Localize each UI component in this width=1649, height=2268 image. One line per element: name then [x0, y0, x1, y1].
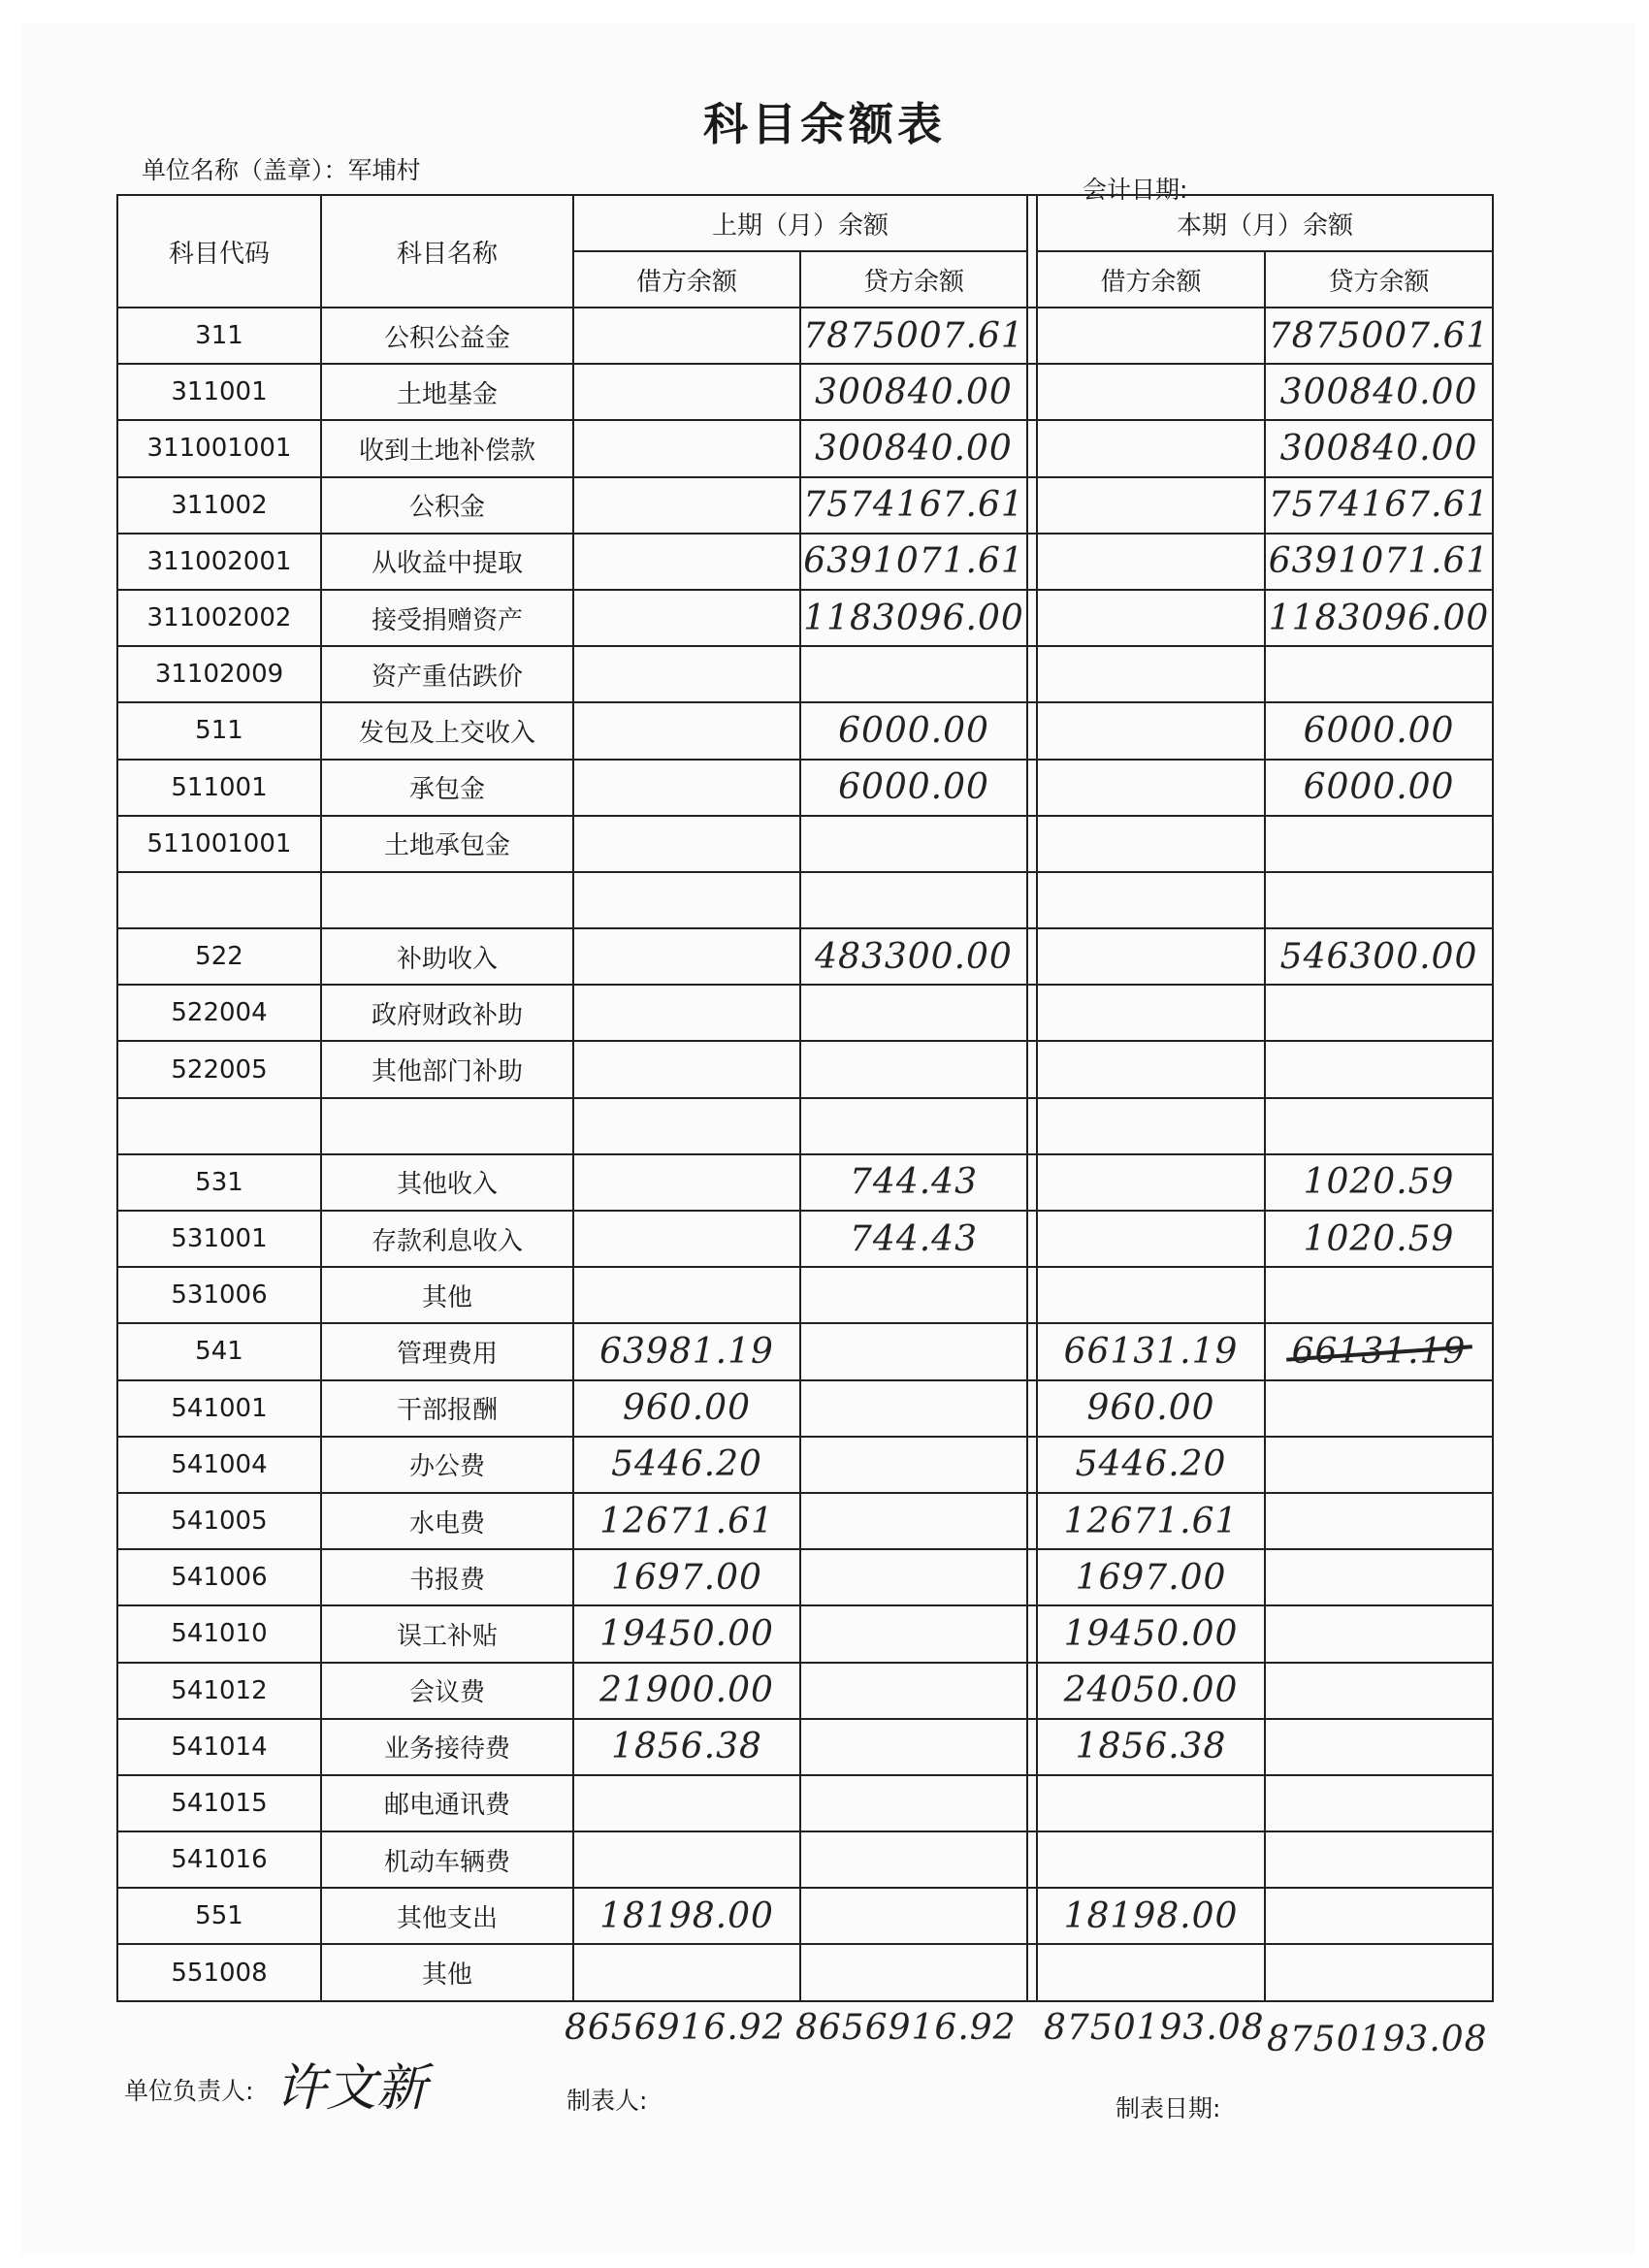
table-row — [117, 1605, 1493, 1662]
cell-account-name: 政府财政补助 — [321, 985, 573, 1041]
column-separator — [1027, 477, 1037, 534]
cell-account-name: 土地基金 — [321, 364, 573, 420]
cell-curr-debit — [1037, 702, 1265, 759]
table-row — [117, 1267, 1493, 1323]
cell-curr-debit — [1037, 590, 1265, 646]
unit-name-label: 单位名称（盖章）：军埔村 — [142, 156, 421, 184]
cell-account-name: 资产重估跌价 — [321, 646, 573, 702]
column-separator — [1027, 928, 1037, 985]
column-separator — [1027, 364, 1037, 420]
cell-account-code: 541015 — [117, 1775, 321, 1831]
cell-prev-credit: 1183096.00 — [800, 590, 1027, 646]
cell-account-name: 公积金 — [321, 477, 573, 534]
table-row — [117, 308, 1493, 364]
cell-prev-debit — [573, 534, 800, 590]
cell-prev-credit — [800, 985, 1027, 1041]
cell-account-code: 311 — [117, 308, 321, 364]
cell-curr-debit: 5446.20 — [1037, 1437, 1265, 1493]
cell-account-name: 存款利息收入 — [321, 1211, 573, 1267]
table-row — [117, 1944, 1493, 2000]
total-prev-credit: 8656916.92 — [795, 2008, 1017, 2048]
cell-curr-credit — [1265, 1041, 1493, 1097]
cell-prev-debit — [573, 308, 800, 364]
cell-prev-debit — [573, 420, 800, 476]
balance-table — [116, 194, 1494, 2002]
cell-prev-debit: 21900.00 — [573, 1663, 800, 1719]
cell-account-code: 541 — [117, 1323, 321, 1379]
cell-account-name: 补助收入 — [321, 928, 573, 985]
header-prev-period: 上期（月）余额 — [573, 195, 1027, 251]
column-separator — [1027, 872, 1037, 928]
cell-curr-debit — [1037, 872, 1265, 928]
column-separator — [1027, 1719, 1037, 1775]
cell-curr-credit — [1265, 1719, 1493, 1775]
cell-curr-debit: 12671.61 — [1037, 1493, 1265, 1549]
cell-curr-credit — [1265, 1493, 1493, 1549]
cell-prev-credit — [800, 1775, 1027, 1831]
column-separator — [1027, 1831, 1037, 1888]
cell-curr-credit: 1020.59 — [1265, 1211, 1493, 1267]
column-separator — [1027, 1211, 1037, 1267]
header-curr-period: 本期（月）余额 — [1037, 195, 1493, 251]
cell-prev-debit — [573, 1267, 800, 1323]
cell-curr-credit — [1265, 985, 1493, 1041]
column-separator — [1027, 1437, 1037, 1493]
cell-prev-debit: 18198.00 — [573, 1888, 800, 1944]
cell-prev-credit — [800, 1323, 1027, 1379]
cell-prev-credit — [800, 1098, 1027, 1154]
table-row — [117, 1663, 1493, 1719]
cell-account-name: 发包及上交收入 — [321, 702, 573, 759]
table-row — [117, 1380, 1493, 1437]
cell-account-code: 311002002 — [117, 590, 321, 646]
cell-account-code: 311002001 — [117, 534, 321, 590]
table-row — [117, 1154, 1493, 1211]
cell-account-code: 531006 — [117, 1267, 321, 1323]
cell-prev-debit — [573, 872, 800, 928]
cell-curr-debit — [1037, 1831, 1265, 1888]
cell-curr-debit — [1037, 646, 1265, 702]
header-account-name: 科目名称 — [321, 195, 573, 308]
column-separator — [1027, 816, 1037, 872]
cell-account-name: 其他收入 — [321, 1154, 573, 1211]
column-separator — [1027, 1323, 1037, 1379]
cell-account-name: 其他 — [321, 1944, 573, 2000]
column-separator — [1027, 308, 1037, 364]
cell-prev-credit — [800, 1549, 1027, 1605]
table-row — [117, 872, 1493, 928]
cell-prev-debit: 960.00 — [573, 1380, 800, 1437]
cell-prev-credit — [800, 1831, 1027, 1888]
cell-prev-debit — [573, 760, 800, 816]
cell-curr-debit — [1037, 420, 1265, 476]
cell-account-name: 误工补贴 — [321, 1605, 573, 1662]
cell-curr-credit — [1265, 1775, 1493, 1831]
cell-account-name: 业务接待费 — [321, 1719, 573, 1775]
table-row — [117, 1437, 1493, 1493]
cell-prev-debit — [573, 928, 800, 985]
table-row — [117, 1493, 1493, 1549]
total-curr-credit: 8750193.08 — [1267, 2020, 1488, 2059]
preparer-label: 制表人: — [566, 2087, 648, 2115]
cell-prev-credit: 6000.00 — [800, 702, 1027, 759]
cell-prev-debit — [573, 364, 800, 420]
cell-account-code: 551008 — [117, 1944, 321, 2000]
header-account-code: 科目代码 — [117, 195, 321, 308]
column-separator — [1027, 985, 1037, 1041]
cell-curr-debit — [1037, 985, 1265, 1041]
cell-account-name: 邮电通讯费 — [321, 1775, 573, 1831]
cell-curr-debit — [1037, 928, 1265, 985]
cell-curr-credit: 300840.00 — [1265, 364, 1493, 420]
cell-account-code — [117, 1098, 321, 1154]
cell-curr-debit: 24050.00 — [1037, 1663, 1265, 1719]
cell-prev-credit: 7574167.61 — [800, 477, 1027, 534]
cell-prev-credit — [800, 1493, 1027, 1549]
cell-prev-credit — [800, 1663, 1027, 1719]
cell-account-name: 书报费 — [321, 1549, 573, 1605]
column-separator — [1027, 1041, 1037, 1097]
column-separator — [1027, 1944, 1037, 2000]
cell-account-name — [321, 1098, 573, 1154]
cell-curr-debit: 66131.19 — [1037, 1323, 1265, 1379]
cell-curr-debit: 960.00 — [1037, 1380, 1265, 1437]
cell-account-code: 531 — [117, 1154, 321, 1211]
cell-account-name: 水电费 — [321, 1493, 573, 1549]
cell-prev-debit — [573, 816, 800, 872]
column-separator — [1027, 1098, 1037, 1154]
table-row — [117, 1041, 1493, 1097]
cell-prev-debit — [573, 1041, 800, 1097]
table-row — [117, 928, 1493, 985]
cell-account-name: 会议费 — [321, 1663, 573, 1719]
cell-account-code: 31102009 — [117, 646, 321, 702]
cell-curr-debit — [1037, 364, 1265, 420]
table-row — [117, 420, 1493, 476]
cell-curr-credit — [1265, 1380, 1493, 1437]
cell-curr-credit — [1265, 1605, 1493, 1662]
cell-prev-credit: 300840.00 — [800, 420, 1027, 476]
cell-prev-credit — [800, 1267, 1027, 1323]
cell-account-name: 管理费用 — [321, 1323, 573, 1379]
cell-account-code — [117, 872, 321, 928]
column-separator — [1027, 1493, 1037, 1549]
cell-prev-debit — [573, 590, 800, 646]
cell-prev-debit: 1856.38 — [573, 1719, 800, 1775]
cell-curr-credit: 6391071.61 — [1265, 534, 1493, 590]
table-body — [117, 308, 1493, 2001]
table-row — [117, 1211, 1493, 1267]
responsible-signature: 许文新 — [275, 2059, 428, 2118]
cell-prev-debit — [573, 1098, 800, 1154]
cell-curr-debit — [1037, 1098, 1265, 1154]
table-row — [117, 816, 1493, 872]
cell-curr-credit — [1265, 1663, 1493, 1719]
total-prev-debit: 8656916.92 — [565, 2008, 786, 2048]
table-row — [117, 702, 1493, 759]
cell-account-name: 收到土地补偿款 — [321, 420, 573, 476]
cell-curr-credit — [1265, 1267, 1493, 1323]
cell-account-code: 541006 — [117, 1549, 321, 1605]
table-row — [117, 477, 1493, 534]
column-separator — [1027, 1775, 1037, 1831]
column-separator — [1027, 1605, 1037, 1662]
column-separator — [1027, 646, 1037, 702]
cell-curr-debit: 1856.38 — [1037, 1719, 1265, 1775]
cell-curr-credit: 300840.00 — [1265, 420, 1493, 476]
cell-account-name — [321, 872, 573, 928]
table-row — [117, 1888, 1493, 1944]
cell-account-code: 541014 — [117, 1719, 321, 1775]
cell-prev-debit — [573, 985, 800, 1041]
cell-curr-debit — [1037, 760, 1265, 816]
cell-account-code: 541016 — [117, 1831, 321, 1888]
cell-prev-debit — [573, 1944, 800, 2000]
cell-prev-credit — [800, 1437, 1027, 1493]
cell-prev-credit: 744.43 — [800, 1211, 1027, 1267]
cell-account-name: 公积公益金 — [321, 308, 573, 364]
cell-prev-debit: 5446.20 — [573, 1437, 800, 1493]
cell-curr-debit: 1697.00 — [1037, 1549, 1265, 1605]
cell-account-code: 522004 — [117, 985, 321, 1041]
cell-prev-debit: 19450.00 — [573, 1605, 800, 1662]
column-separator — [1027, 1267, 1037, 1323]
cell-curr-credit — [1265, 872, 1493, 928]
column-separator — [1027, 420, 1037, 476]
cell-account-code: 541012 — [117, 1663, 321, 1719]
cell-account-code: 541001 — [117, 1380, 321, 1437]
cell-curr-debit — [1037, 1154, 1265, 1211]
header-curr-credit: 贷方余额 — [1265, 251, 1493, 308]
cell-prev-credit — [800, 1944, 1027, 2000]
cell-curr-credit — [1265, 1098, 1493, 1154]
cell-prev-credit — [800, 1888, 1027, 1944]
column-separator — [1027, 1380, 1037, 1437]
table-row — [117, 1549, 1493, 1605]
table-row — [117, 1831, 1493, 1888]
cell-account-code: 522005 — [117, 1041, 321, 1097]
cell-account-code: 541004 — [117, 1437, 321, 1493]
column-separator — [1027, 1663, 1037, 1719]
column-separator — [1027, 1888, 1037, 1944]
cell-curr-credit — [1265, 1323, 1493, 1379]
cell-account-name: 其他 — [321, 1267, 573, 1323]
cell-account-code: 311002 — [117, 477, 321, 534]
cell-curr-credit — [1265, 1944, 1493, 2000]
cell-account-code: 541010 — [117, 1605, 321, 1662]
table-row — [117, 1323, 1493, 1379]
cell-account-code: 511 — [117, 702, 321, 759]
cell-curr-debit — [1037, 1041, 1265, 1097]
table-row — [117, 1719, 1493, 1775]
cell-account-code: 551 — [117, 1888, 321, 1944]
table-row — [117, 985, 1493, 1041]
total-curr-debit: 8750193.08 — [1044, 2008, 1265, 2048]
cell-curr-debit — [1037, 816, 1265, 872]
cell-account-code: 531001 — [117, 1211, 321, 1267]
cell-account-name: 其他部门补助 — [321, 1041, 573, 1097]
column-separator — [1027, 1154, 1037, 1211]
cell-prev-credit: 6391071.61 — [800, 534, 1027, 590]
cell-account-name: 机动车辆费 — [321, 1831, 573, 1888]
cell-prev-debit — [573, 1211, 800, 1267]
cell-account-name: 承包金 — [321, 760, 573, 816]
cell-prev-debit — [573, 702, 800, 759]
cell-prev-debit — [573, 1775, 800, 1831]
cell-curr-credit: 1183096.00 — [1265, 590, 1493, 646]
responsible-label: 单位负责人: — [124, 2077, 254, 2105]
cell-account-code: 541005 — [117, 1493, 321, 1549]
column-separator — [1027, 534, 1037, 590]
cell-account-code: 311001 — [117, 364, 321, 420]
cell-curr-credit: 6000.00 — [1265, 760, 1493, 816]
cell-account-name: 干部报酬 — [321, 1380, 573, 1437]
cell-prev-debit — [573, 477, 800, 534]
page-title: 科目余额表 — [703, 98, 946, 150]
cell-prev-credit — [800, 816, 1027, 872]
cell-account-name: 其他支出 — [321, 1888, 573, 1944]
cell-curr-credit: 546300.00 — [1265, 928, 1493, 985]
cell-prev-credit: 300840.00 — [800, 364, 1027, 420]
cell-curr-credit — [1265, 1888, 1493, 1944]
cell-prev-credit — [800, 1380, 1027, 1437]
column-separator — [1027, 702, 1037, 759]
column-separator — [1027, 1549, 1037, 1605]
cell-prev-debit — [573, 646, 800, 702]
cell-curr-credit — [1265, 1549, 1493, 1605]
column-separator — [1027, 760, 1037, 816]
cell-prev-credit — [800, 872, 1027, 928]
table-row — [117, 590, 1493, 646]
table-row — [117, 1098, 1493, 1154]
prepared-date-label: 制表日期: — [1116, 2094, 1221, 2122]
cell-account-code: 511001001 — [117, 816, 321, 872]
cell-curr-debit — [1037, 477, 1265, 534]
cell-curr-credit: 6000.00 — [1265, 702, 1493, 759]
cell-prev-credit: 7875007.61 — [800, 308, 1027, 364]
accounting-date-label: 会计日期: — [1083, 176, 1188, 204]
cell-account-name: 从收益中提取 — [321, 534, 573, 590]
column-separator — [1027, 195, 1037, 308]
cell-account-name: 接受捐赠资产 — [321, 590, 573, 646]
cell-account-name: 土地承包金 — [321, 816, 573, 872]
cell-prev-credit: 744.43 — [800, 1154, 1027, 1211]
header-curr-debit: 借方余额 — [1037, 251, 1265, 308]
cell-account-code: 522 — [117, 928, 321, 985]
cell-curr-debit — [1037, 308, 1265, 364]
cell-prev-credit — [800, 1041, 1027, 1097]
cell-curr-debit — [1037, 1944, 1265, 2000]
header-prev-credit: 贷方余额 — [800, 251, 1027, 308]
table-row — [117, 364, 1493, 420]
cell-curr-credit: 1020.59 — [1265, 1154, 1493, 1211]
cell-prev-credit — [800, 646, 1027, 702]
cell-prev-debit — [573, 1831, 800, 1888]
cell-prev-credit: 6000.00 — [800, 760, 1027, 816]
table-row — [117, 760, 1493, 816]
column-separator — [1027, 590, 1037, 646]
cell-curr-debit — [1037, 1267, 1265, 1323]
cell-prev-credit — [800, 1605, 1027, 1662]
cell-prev-debit: 1697.00 — [573, 1549, 800, 1605]
cell-prev-debit: 12671.61 — [573, 1493, 800, 1549]
cell-prev-credit — [800, 1719, 1027, 1775]
cell-curr-debit — [1037, 1211, 1265, 1267]
cell-curr-debit: 18198.00 — [1037, 1888, 1265, 1944]
struck-out-amount: 66131.19 — [1291, 1331, 1467, 1372]
cell-curr-debit — [1037, 1775, 1265, 1831]
cell-curr-credit — [1265, 1831, 1493, 1888]
cell-account-code: 311001001 — [117, 420, 321, 476]
table-row — [117, 1775, 1493, 1831]
table-row — [117, 646, 1493, 702]
cell-curr-credit — [1265, 816, 1493, 872]
cell-prev-credit: 483300.00 — [800, 928, 1027, 985]
cell-account-name: 办公费 — [321, 1437, 573, 1493]
cell-curr-credit: 7875007.61 — [1265, 308, 1493, 364]
cell-prev-debit — [573, 1154, 800, 1211]
cell-account-code: 511001 — [117, 760, 321, 816]
cell-curr-credit: 7574167.61 — [1265, 477, 1493, 534]
table-row — [117, 534, 1493, 590]
cell-curr-debit — [1037, 534, 1265, 590]
cell-curr-credit — [1265, 1437, 1493, 1493]
cell-prev-debit: 63981.19 — [573, 1323, 800, 1379]
cell-curr-credit — [1265, 646, 1493, 702]
cell-curr-debit: 19450.00 — [1037, 1605, 1265, 1662]
header-prev-debit: 借方余额 — [573, 251, 800, 308]
